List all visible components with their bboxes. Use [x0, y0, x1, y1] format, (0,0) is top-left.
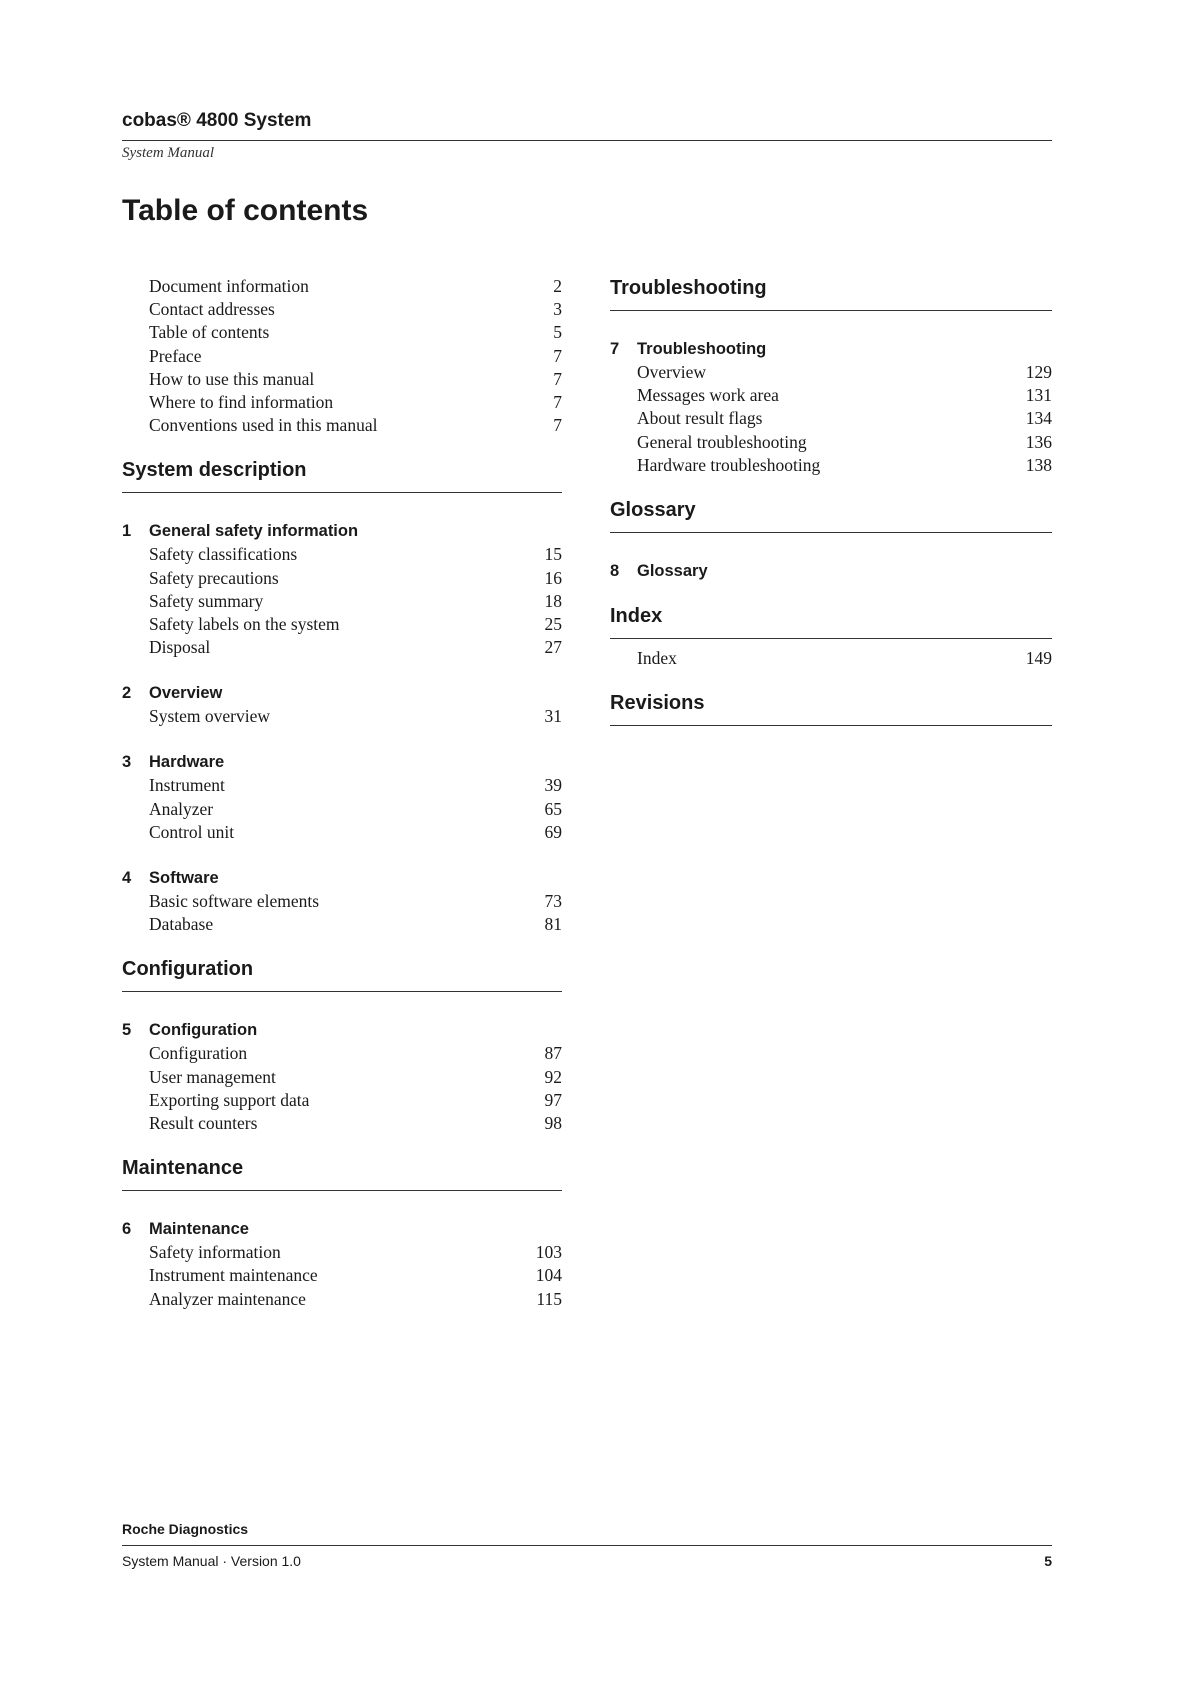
section-configuration	[122, 956, 562, 1135]
chapter-entries	[122, 705, 562, 728]
chapter-7	[610, 337, 1052, 477]
toc-entry[interactable]	[122, 543, 562, 566]
toc-entry-page: 31	[544, 706, 562, 727]
toc-entry-label: General troubleshooting	[637, 431, 807, 452]
toc-entry-label: Analyzer	[149, 798, 214, 819]
toc-entry[interactable]	[122, 1241, 562, 1264]
section-troubleshooting	[610, 275, 1052, 477]
chapter-number: 2	[122, 684, 132, 703]
toc-entry[interactable]	[122, 636, 562, 659]
toc-entry-page: 92	[544, 1066, 562, 1087]
toc-entry[interactable]	[610, 361, 1052, 384]
toc-entry-page: 2	[553, 276, 562, 296]
toc-entry[interactable]	[122, 821, 562, 844]
toc-entry[interactable]	[122, 298, 562, 321]
toc-entry-label: Where to find information	[149, 391, 334, 412]
toc-entry-label: Safety labels on the system	[149, 613, 340, 634]
section-glossary	[610, 497, 1052, 583]
chapter-6	[122, 1217, 562, 1311]
toc-entry[interactable]	[122, 345, 562, 368]
toc-entry-label: Instrument maintenance	[149, 1265, 318, 1286]
section-index	[610, 603, 1052, 670]
page-header	[122, 108, 1052, 162]
toc-entry-label: Result counters	[149, 1112, 258, 1133]
toc-entry-label: Instrument	[149, 775, 225, 796]
chapter-heading[interactable]	[122, 681, 562, 705]
chapter-heading[interactable]	[122, 519, 562, 543]
toc-entry[interactable]	[122, 567, 562, 590]
toc-entry[interactable]	[122, 613, 562, 636]
toc-entry-page: 65	[544, 798, 562, 819]
toc-entry[interactable]	[122, 275, 562, 298]
toc-entry[interactable]	[122, 1089, 562, 1112]
toc-entry[interactable]	[122, 321, 562, 344]
footer-page-number: 5	[1044, 1553, 1052, 1569]
toc-entry-page: 129	[1025, 362, 1052, 382]
chapter-heading[interactable]	[122, 750, 562, 774]
toc-entry-page: 5	[553, 322, 562, 343]
chapter-number: 4	[122, 869, 132, 887]
toc-entry[interactable]	[122, 705, 562, 728]
page-footer	[122, 1519, 1052, 1570]
toc-entry-page: 7	[553, 368, 562, 389]
chapter-number: 3	[122, 753, 132, 772]
chapter-entries	[122, 890, 562, 936]
chapter-title: Maintenance	[149, 1220, 249, 1239]
toc-right-column	[610, 275, 1052, 726]
toc-entry[interactable]	[610, 647, 1052, 670]
toc-entry-label: Safety classifications	[149, 544, 298, 565]
toc-entry-page: 149	[1025, 647, 1052, 668]
chapter-5	[122, 1018, 562, 1135]
footer-divider	[122, 1545, 1052, 1546]
toc-entry[interactable]	[122, 1066, 562, 1089]
chapter-8	[610, 559, 1052, 583]
chapter-number: 7	[610, 340, 620, 358]
toc-entry-page: 134	[1025, 408, 1052, 429]
toc-entry-label: Database	[149, 914, 214, 935]
toc-entry[interactable]	[122, 391, 562, 414]
section-divider	[610, 638, 1052, 639]
toc-entry[interactable]	[122, 798, 562, 821]
section-heading[interactable]: Maintenance	[122, 1157, 244, 1180]
toc-entry-page: 81	[544, 914, 562, 935]
chapter-title: Software	[149, 869, 219, 887]
toc-entry-page: 103	[535, 1242, 562, 1263]
chapter-title: General safety information	[149, 522, 359, 541]
toc-entry[interactable]	[610, 384, 1052, 407]
chapter-3	[122, 750, 562, 844]
toc-left-column	[122, 275, 562, 1311]
chapter-title: Hardware	[149, 753, 225, 772]
footer-company: Roche Diagnostics	[122, 1521, 249, 1537]
toc-entry-page: 104	[535, 1265, 562, 1286]
toc-entry-page: 18	[544, 590, 562, 611]
toc-entry-label: Safety precautions	[149, 567, 279, 588]
toc-entry-label: Overview	[637, 362, 707, 382]
toc-entry-page: 16	[544, 567, 562, 588]
section-heading[interactable]: Revisions	[610, 692, 705, 715]
toc-entry-label: How to use this manual	[149, 368, 315, 389]
toc-entry[interactable]	[610, 407, 1052, 430]
toc-entry-page: 136	[1025, 431, 1052, 452]
toc-entry-page: 97	[544, 1089, 562, 1110]
toc-entry[interactable]	[122, 1288, 562, 1311]
chapter-entries	[122, 1042, 562, 1135]
toc-entry-page: 27	[544, 637, 562, 658]
chapter-4	[122, 866, 562, 936]
toc-entry[interactable]	[122, 590, 562, 613]
section-heading[interactable]: Glossary	[610, 498, 696, 521]
chapter-1	[122, 519, 562, 659]
toc-entry[interactable]	[122, 913, 562, 936]
document-subtitle: System Manual	[122, 145, 215, 161]
toc-entry-label: Contact addresses	[149, 299, 275, 320]
toc-entry-page: 7	[553, 345, 562, 366]
toc-entry-label: Exporting support data	[149, 1089, 310, 1110]
toc-entry-page: 7	[553, 391, 562, 412]
toc-entry-page: 73	[544, 891, 562, 911]
toc-entry-label: Preface	[149, 345, 202, 366]
section-heading[interactable]: Troubleshooting	[610, 277, 767, 299]
chapter-number: 8	[610, 561, 620, 580]
section-divider	[610, 532, 1052, 533]
chapter-number: 6	[122, 1220, 132, 1239]
chapter-heading[interactable]	[122, 1018, 562, 1042]
toc-entry-label: Safety summary	[149, 590, 264, 611]
toc-entry-label: Safety information	[149, 1242, 281, 1263]
toc-entry-label: Index	[637, 647, 677, 668]
toc-entry[interactable]	[122, 1042, 562, 1065]
toc-entry-page: 15	[544, 544, 562, 565]
toc-entry[interactable]	[122, 1112, 562, 1135]
toc-entry[interactable]	[122, 368, 562, 391]
section-system-description	[122, 457, 562, 936]
section-divider	[122, 492, 562, 493]
toc-entry-label: Hardware troubleshooting	[637, 454, 821, 475]
toc-entry[interactable]	[122, 1264, 562, 1287]
chapter-title: Troubleshooting	[637, 340, 767, 358]
toc-entry-label: Disposal	[149, 637, 211, 658]
toc-entry-page: 87	[544, 1043, 562, 1064]
toc-entry[interactable]	[122, 414, 562, 437]
section-divider	[610, 725, 1052, 726]
toc-entry-page: 3	[553, 299, 562, 320]
chapter-heading[interactable]	[122, 1217, 562, 1241]
toc-entry-page: 138	[1025, 454, 1052, 475]
page-title: Table of contents	[122, 194, 369, 227]
section-heading[interactable]: Index	[610, 604, 663, 627]
section-heading[interactable]: System description	[122, 459, 307, 482]
toc-entry-page: 131	[1025, 385, 1052, 406]
document-title: cobas® 4800 System	[122, 110, 312, 131]
chapter-entries	[122, 543, 562, 659]
section-revisions	[610, 690, 1052, 726]
toc-entry-label: Configuration	[149, 1043, 248, 1064]
toc-entry-page: 7	[553, 415, 562, 436]
chapter-entries	[122, 1241, 562, 1311]
toc-entry-page: 25	[544, 613, 562, 634]
toc-entry-page: 39	[544, 775, 562, 796]
toc-entry-label: Conventions used in this manual	[149, 415, 378, 436]
section-divider	[122, 1190, 562, 1191]
toc-entry-label: Messages work area	[637, 385, 779, 406]
toc-entry-label: Table of contents	[149, 322, 270, 343]
toc-entry-label: Basic software elements	[149, 891, 320, 911]
toc-entry-label: About result flags	[637, 408, 763, 429]
toc-entry[interactable]	[610, 454, 1052, 477]
chapter-title: Configuration	[149, 1021, 258, 1040]
header-divider	[122, 140, 1052, 141]
chapter-2	[122, 681, 562, 728]
chapter-number: 1	[122, 522, 132, 541]
toc-entry-page: 115	[536, 1288, 562, 1309]
front-matter-list	[122, 275, 562, 437]
chapter-entries	[610, 361, 1052, 477]
toc-entry[interactable]	[610, 431, 1052, 454]
index-entries	[610, 647, 1052, 670]
chapter-entries	[122, 774, 562, 844]
chapter-title: Glossary	[637, 561, 708, 580]
toc-entry-label: Control unit	[149, 821, 235, 842]
toc-entry-label: User management	[149, 1066, 276, 1087]
footer-row	[122, 1552, 1052, 1570]
chapter-title: Overview	[149, 684, 223, 703]
section-maintenance	[122, 1155, 562, 1311]
toc-entry[interactable]	[122, 774, 562, 797]
toc-entry-label: Document information	[149, 276, 309, 296]
section-divider	[122, 991, 562, 992]
section-heading[interactable]: Configuration	[122, 958, 254, 981]
toc-entry-label: Analyzer maintenance	[149, 1288, 306, 1309]
chapter-heading[interactable]	[610, 559, 1052, 583]
toc-entry-page: 98	[544, 1112, 562, 1133]
chapter-heading[interactable]	[122, 866, 562, 890]
footer-version: System Manual · Version 1.0	[122, 1553, 301, 1569]
toc-entry-label: System overview	[149, 706, 271, 727]
toc-entry[interactable]	[122, 890, 562, 913]
toc-entry-page: 69	[544, 821, 562, 842]
chapter-number: 5	[122, 1021, 132, 1040]
section-divider	[610, 310, 1052, 311]
chapter-heading[interactable]	[610, 337, 1052, 361]
